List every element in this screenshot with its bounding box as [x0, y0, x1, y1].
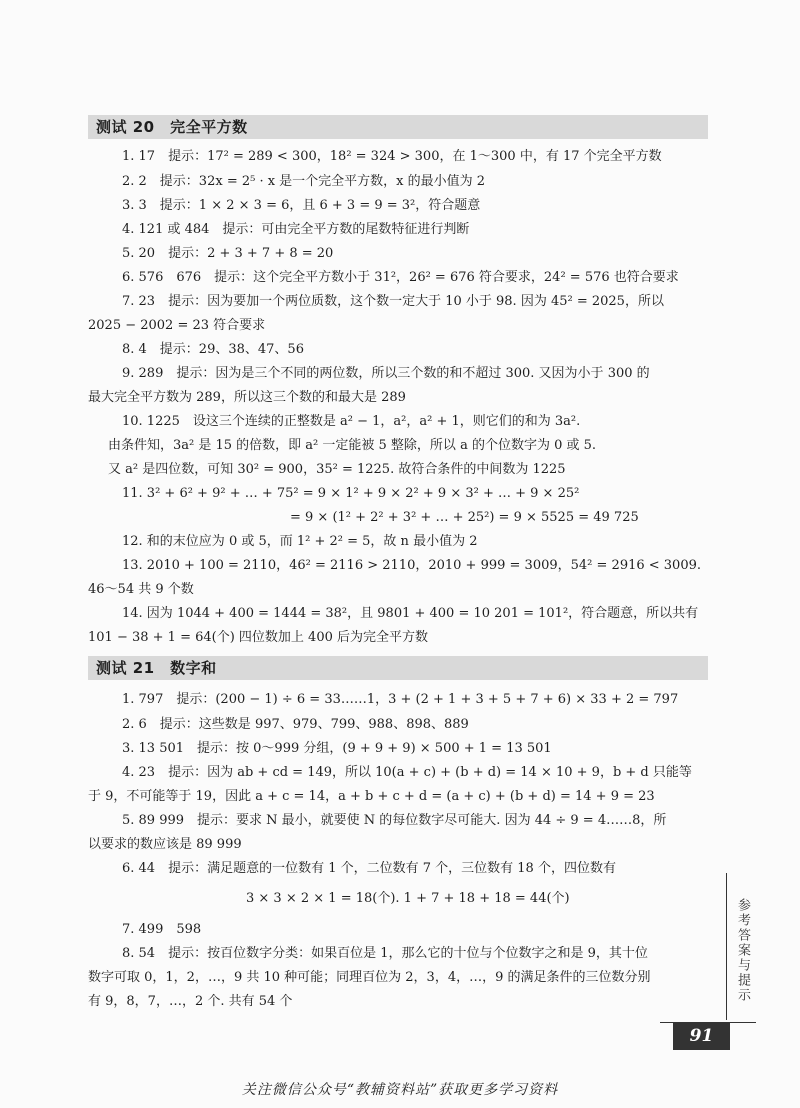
answer-line: 14. 因为 1044 + 400 = 1444 = 38²，且 9801 + 400 = 10 201 = 101²，符合题意，所以共有	[122, 606, 699, 621]
answer-line: 1. 797 提示：(200 − 1) ÷ 6 = 33……1，3 + (2 + 1 + 3 + 5 + 7 + 6) × 33 + 2 = 797	[122, 692, 679, 707]
answer-line: 4. 23 提示：因为 ab + cd = 149，所以 10(a + c) + (b + d) = 14 × 10 + 9，b + d 只能等	[122, 765, 692, 780]
section-title-21: 测试 21 数字和	[88, 656, 708, 680]
section-title-20: 测试 20 完全平方数	[88, 115, 708, 139]
answer-line: 数字可取 0，1，2，…，9 共 10 种可能；同理百位为 2，3，4，…，9 的满足条件的三位数分别	[88, 970, 651, 985]
answer-line: 8. 54 提示：按百位数字分类：如果百位是 1，那么它的十位与个位数字之和是 9，其十位	[122, 946, 648, 961]
answer-line: 2025 − 2002 = 23 符合要求	[88, 318, 266, 333]
answer-line: 9. 289 提示：因为是三个不同的两位数，所以三个数的和不超过 300. 又因为小于 300 的	[122, 366, 650, 381]
answer-line: 13. 2010 + 100 = 2110，46² = 2116 > 2110，2010 + 999 = 3009，54² = 2916 < 3009.	[122, 558, 702, 573]
answer-line: 12. 和的末位应为 0 或 5，而 1² + 2² = 5，故 n 最小值为 2	[122, 534, 478, 549]
answer-line: 11. 3² + 6² + 9² + … + 75² = 9 × 1² + 9 × 2² + 9 × 3² + … + 9 × 25²	[122, 486, 580, 501]
answer-line: 6. 576 676 提示：这个完全平方数小于 31²，26² = 676 符合要求，24² = 576 也符合要求	[122, 270, 679, 285]
answer-line: 5. 89 999 提示：要求 N 最小，就要使 N 的每位数字尽可能大. 因为 44 ÷ 9 = 4……8，所	[122, 813, 667, 828]
answer-line: = 9 × (1² + 2² + 3² + … + 25²) = 9 × 5525 = 49 725	[290, 510, 639, 525]
answer-line: 46～54 共 9 个数	[88, 582, 194, 597]
answer-line: 于 9，不可能等于 19，因此 a + c = 14，a + b + c + d = (a + c) + (b + d) = 14 + 9 = 23	[88, 789, 655, 804]
answer-line: 2. 2 提示：32x = 2⁵ · x 是一个完全平方数，x 的最小值为 2	[122, 174, 486, 189]
answer-line: 3. 13 501 提示：按 0～999 分组，(9 + 9 + 9) × 500 + 1 = 13 501	[122, 741, 552, 756]
answer-line: 最大完全平方数为 289，所以这三个数的和最大是 289	[88, 390, 406, 405]
footer-note: 关注微信公众号“教辅资料站”获取更多学习资料	[241, 1082, 559, 1098]
page-number: 91	[673, 1022, 730, 1050]
answer-line: 6. 44 提示：满足题意的一位数有 1 个，二位数有 7 个，三位数有 18 个，四位数有	[122, 861, 616, 876]
answer-line: 101 − 38 + 1 = 64(个) 四位数加上 400 后为完全平方数	[88, 630, 428, 645]
answer-line: 7. 499 598	[122, 922, 202, 937]
answer-line: 由条件知，3a² 是 15 的倍数，即 a² 一定能被 5 整除，所以 a 的个位数字为 0 或 5.	[108, 438, 597, 453]
side-label: 参考答案与提示	[735, 898, 750, 1003]
answer-line: 5. 20 提示：2 + 3 + 7 + 8 = 20	[122, 246, 334, 261]
answer-line: 8. 4 提示：29、38、47、56	[122, 342, 304, 357]
answer-line: 1. 17 提示：17² = 289 < 300，18² = 324 > 300，在 1～300 中，有 17 个完全平方数	[122, 149, 662, 164]
answer-line: 有 9，8，7，…，2 个. 共有 54 个	[88, 994, 293, 1009]
answer-line: 3 × 3 × 2 × 1 = 18(个). 1 + 7 + 18 + 18 = 44(个)	[246, 891, 570, 906]
answer-line: 以要求的数应该是 89 999	[88, 837, 242, 852]
answer-line: 2. 6 提示：这些数是 997、979、799、988、898、889	[122, 717, 469, 732]
answer-line: 7. 23 提示：因为要加一个两位质数，这个数一定大于 10 小于 98. 因为 45² = 2025，所以	[122, 294, 664, 309]
answer-line: 又 a² 是四位数，可知 30² = 900，35² = 1225. 故符合条件的中间数为 1225	[108, 462, 566, 477]
answer-line: 10. 1225 设这三个连续的正整数是 a² − 1，a²，a² + 1，则它们的和为 3a².	[122, 414, 581, 429]
answer-line: 3. 3 提示：1 × 2 × 3 = 6，且 6 + 3 = 9 = 3²，符合题意	[122, 198, 481, 213]
answer-line: 4. 121 或 484 提示：可由完全平方数的尾数特征进行判断	[122, 222, 470, 237]
